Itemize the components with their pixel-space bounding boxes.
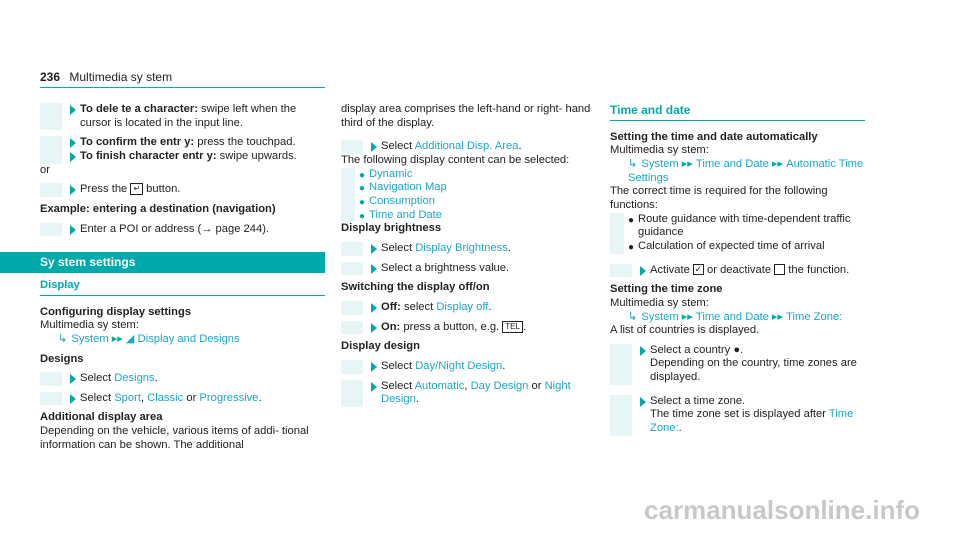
- step-arrow-icon: [70, 394, 76, 404]
- column-3: [610, 103, 865, 436]
- nav-path-zone: ↳ System ▸▸ Time and Date ▸▸ Time Zone:: [628, 310, 843, 323]
- design-heading: Display design: [341, 340, 420, 353]
- column-2: [341, 103, 591, 407]
- mm-system-label: Multimedia sy stem:: [610, 296, 709, 309]
- time-date-heading: Time and date: [610, 103, 865, 121]
- step-poi: Enter a POI or address (→ page 244).: [40, 223, 325, 237]
- tel-button-icon: TEL: [502, 321, 523, 333]
- nav-path-auto: ↳ System ▸▸ Time and Date ▸▸ Automatic Time Settings: [628, 157, 864, 184]
- step-select-designs: Select Designs.: [40, 372, 325, 386]
- switching-heading: Switching the display off/on: [341, 281, 490, 294]
- step-select-country: Select a country ●. Depending on the country, time zones are displayed.: [610, 344, 865, 385]
- step-arrow-icon: [371, 382, 377, 392]
- path-arrow-icon: ↳: [628, 157, 638, 170]
- following-text: The following display content can be selected:: [341, 153, 570, 166]
- zone-heading: Setting the time zone: [610, 283, 723, 296]
- double-chevron-icon: ▸▸: [111, 332, 123, 345]
- step-arrow-icon: [371, 303, 377, 313]
- step-arrow-icon: [371, 362, 377, 372]
- example-heading: Example: entering a destination (navigation): [40, 202, 276, 215]
- watermark: carmanualsonline.info: [644, 495, 920, 526]
- step-arrow-icon: [371, 142, 377, 152]
- step-arrow-icon: [640, 397, 646, 407]
- double-chevron-icon: ▸▸: [771, 310, 784, 323]
- double-chevron-icon: ▸▸: [681, 310, 693, 323]
- step-activate: Activate ✓ or deactivate the function.: [610, 264, 865, 278]
- step-select-additional: Select Additional Disp. Area.: [341, 140, 591, 154]
- or-text: or: [40, 163, 50, 176]
- step-arrow-icon: [640, 346, 646, 356]
- double-chevron-icon: ▸▸: [681, 157, 693, 170]
- step-finish: To finish character entr y: swipe upwards.: [40, 150, 325, 164]
- header-rule: [40, 87, 325, 88]
- step-on: On: press a button, e.g. TEL .: [341, 321, 591, 335]
- column-1: [40, 103, 325, 452]
- step-arrow-icon: [640, 266, 646, 276]
- mm-system-label: Multimedia sy stem:: [40, 319, 139, 332]
- step-arrow-icon: [371, 323, 377, 333]
- list-countries-text: A list of countries is displayed.: [610, 324, 760, 337]
- step-select-daynight: Select Day/Night Design.: [341, 360, 591, 374]
- checkbox-empty-icon: [774, 264, 785, 275]
- list-item: ● Consumption: [341, 195, 591, 209]
- step-off: Off: select Display off.: [341, 301, 591, 315]
- step-press-back: Press the ↵ button.: [40, 183, 325, 197]
- page-number: 236: [40, 70, 61, 84]
- list-item: ● Dynamic: [341, 168, 591, 182]
- step-arrow-icon: [371, 244, 377, 254]
- step-select-sport: Select Sport, Classic or Progressive.: [40, 392, 325, 406]
- auto-heading: Setting the time and date automatically: [610, 130, 818, 143]
- config-heading: Configuring display settings: [40, 305, 192, 318]
- list-item: ● Navigation Map: [341, 181, 591, 195]
- step-delete: To dele te a character: swipe left when the cursor is located in the input line.: [40, 103, 325, 130]
- checkbox-checked-icon: ✓: [694, 264, 703, 275]
- nav-path-display: ↳ System ▸▸ ◢ Display and Designs: [58, 332, 240, 345]
- step-arrow-icon: [70, 152, 76, 162]
- additional-cont-text: display area comprises the left-hand or right- hand third of the display.: [341, 103, 591, 129]
- display-icon: ◢: [125, 332, 135, 345]
- page-title: Multimedia sy stem: [69, 70, 173, 84]
- correct-text: The correct time is required for the following functions:: [610, 185, 828, 211]
- step-select-timezone: Select a time zone. The time zone set is displayed after Time Zone:.: [610, 395, 865, 436]
- page-header: [40, 70, 172, 85]
- step-arrow-icon: [70, 225, 76, 235]
- step-arrow-icon: [371, 264, 377, 274]
- step-arrow-icon: [70, 105, 76, 115]
- display-heading: Display: [40, 279, 325, 296]
- additional-heading: Additional display area: [40, 411, 163, 424]
- mm-system-label: Multimedia sy stem:: [610, 144, 709, 157]
- step-select-brightness: Select Display Brightness.: [341, 242, 591, 256]
- brightness-heading: Display brightness: [341, 222, 442, 235]
- step-confirm: To confirm the entr y: press the touchpad.: [40, 136, 325, 150]
- path-arrow-icon: ↳: [58, 332, 68, 345]
- double-chevron-icon: ▸▸: [771, 157, 784, 170]
- step-arrow-icon: [70, 138, 76, 148]
- step-arrow-icon: [70, 185, 76, 195]
- step-arrow-icon: [70, 374, 76, 384]
- step-select-value: Select a brightness value.: [341, 262, 591, 276]
- list-item: ● Route guidance with time-dependent traffic guidance: [610, 213, 865, 240]
- designs-heading: Designs: [40, 352, 84, 365]
- section-system-settings: Sy stem settings: [0, 252, 325, 273]
- list-item: ● Time and Date: [341, 209, 591, 223]
- back-icon: ↵: [130, 183, 143, 195]
- additional-text: Depending on the vehicle, various items of addi- tional information can be shown. The additional: [40, 425, 309, 451]
- path-arrow-icon: ↳: [628, 310, 638, 323]
- step-select-automatic: Select Automatic, Day Design or Night Design.: [341, 380, 591, 407]
- list-item: ● Calculation of expected time of arrival: [610, 240, 865, 254]
